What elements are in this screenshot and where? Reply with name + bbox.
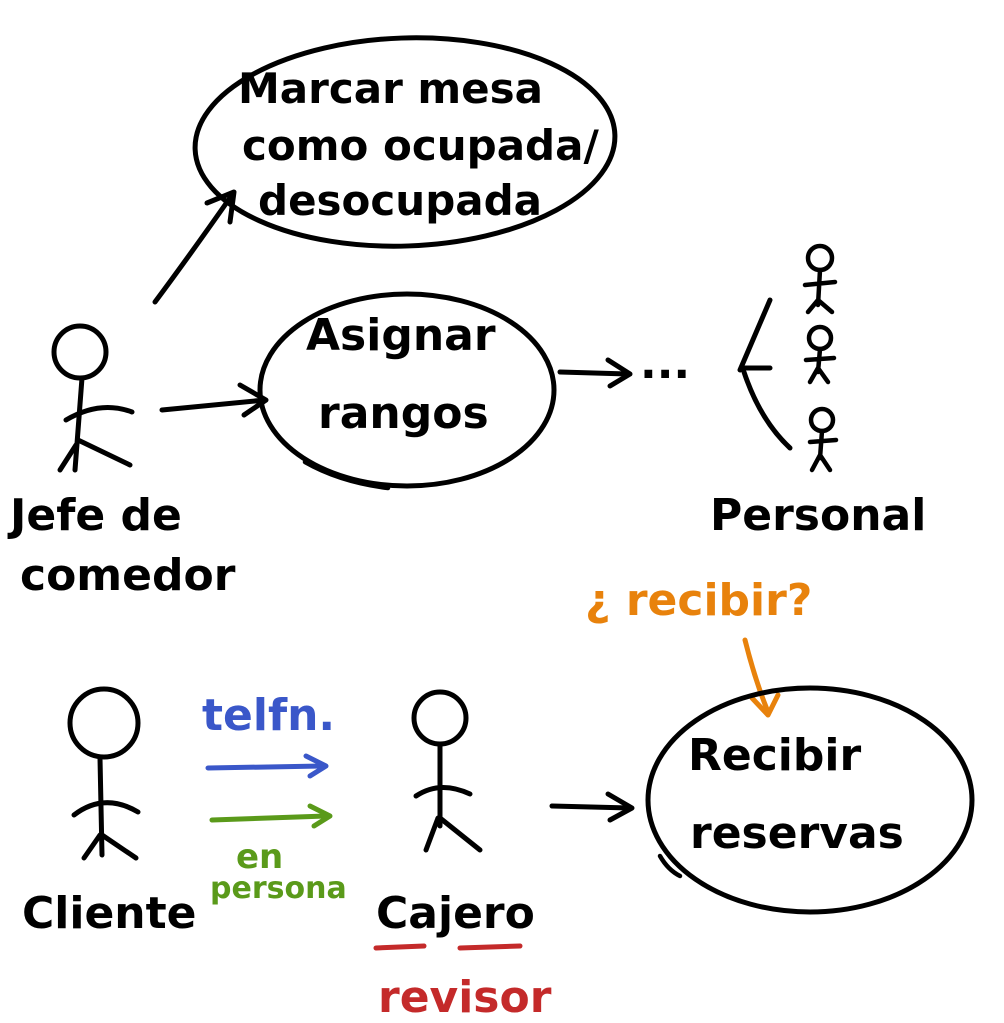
staff-figure-1	[805, 246, 835, 312]
arrow-head-waiter-to-assign-ranks	[162, 385, 266, 415]
annotation-reviewer: revisor	[378, 972, 552, 1023]
actor-cashier	[376, 692, 552, 1023]
arrow-head-waiter-to-mark-table	[155, 192, 234, 302]
annotation-phone-text: telfn.	[202, 690, 336, 741]
actor-staff	[710, 246, 926, 541]
actor-head-waiter-figure	[54, 326, 132, 470]
staff-bracket	[740, 300, 790, 448]
actor-cashier-figure	[414, 692, 480, 850]
use-case-assign-ranks-line1: Asignar	[306, 310, 496, 361]
staff-figure-3	[810, 409, 836, 470]
use-case-receive-reservations-bubble	[648, 688, 972, 912]
annotation-in-person-line2: persona	[210, 871, 347, 906]
actor-head-waiter	[7, 326, 236, 601]
annotation-receive-question	[585, 575, 812, 715]
use-case-assign-ranks-line2: rangos	[318, 388, 489, 439]
use-case-mark-table	[191, 31, 618, 254]
actor-cashier-label: Cajero	[376, 888, 535, 939]
staff-ellipsis: ...	[640, 338, 691, 389]
annotation-receive-question-text: ¿ recibir?	[585, 575, 813, 626]
annotation-in-person-line1: en	[236, 837, 284, 877]
use-case-receive-reservations	[648, 688, 972, 912]
use-case-mark-table-line3: desocupada	[258, 176, 543, 225]
actor-staff-label: Personal	[710, 490, 927, 541]
annotation-phone	[202, 690, 335, 776]
actor-client-label: Cliente	[22, 888, 197, 939]
use-case-receive-reservations-line2: reservas	[690, 808, 904, 859]
arrow-cashier-to-receive-reservations	[552, 794, 632, 820]
actor-client-figure	[70, 689, 138, 858]
staff-figure-2	[806, 327, 834, 382]
annotation-in-person	[210, 806, 347, 906]
use-case-mark-table-line1: Marcar mesa	[238, 64, 544, 113]
actor-head-waiter-line2: comedor	[20, 550, 236, 601]
cashier-underline	[376, 946, 520, 948]
actor-head-waiter-line1: Jefe de	[10, 490, 182, 541]
use-case-receive-reservations-line1: Recibir	[688, 730, 862, 781]
use-case-mark-table-line2: como ocupada/	[242, 121, 599, 170]
use-case-assign-ranks	[260, 294, 554, 488]
arrow-assign-ranks-to-staff	[560, 338, 690, 389]
actor-client	[22, 689, 197, 939]
